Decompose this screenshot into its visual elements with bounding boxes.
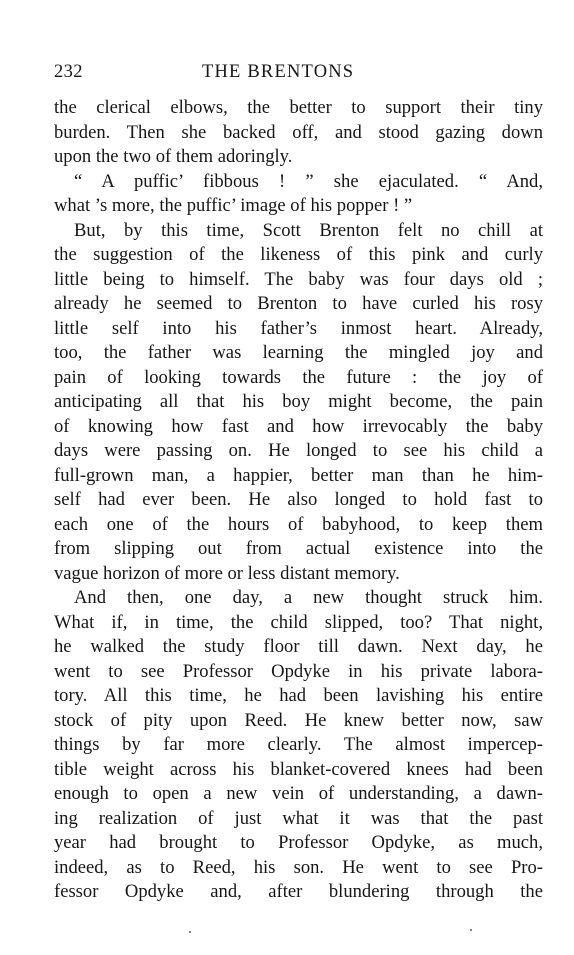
text-line: the suggestion of the likeness of this pink and curly: [54, 244, 543, 265]
text-line: What if, in time, the child slipped, too? That night,: [54, 611, 543, 633]
scan-speck: [470, 929, 472, 931]
page-header: [54, 62, 544, 88]
page-number: 232: [54, 62, 83, 82]
text-line: tory. All this time, he had been lavishing his entire: [54, 685, 543, 706]
text-line: And then, one day, a new thought struck him.: [74, 587, 543, 608]
scan-specks: [0, 929, 574, 935]
text-line: vague horizon of more or less distant memory.: [54, 562, 400, 584]
text-line: “ A puffic’ fibbous ! ” she ejaculated. “ And,: [74, 170, 543, 192]
text-line: fessor Opdyke and, after blundering through the: [54, 881, 543, 902]
scan-speck: [189, 931, 191, 933]
text-line: indeed, as to Reed, his son. He went to see Pro-: [54, 856, 543, 878]
text-line: what ’s more, the puffic’ image of his popper ! ”: [54, 195, 413, 216]
text-line: burden. Then she backed off, and stood gazing down: [54, 121, 543, 143]
text-line: self had ever been. He also longed to hold fast to: [54, 489, 543, 510]
text-line: already he seemed to Brenton to have curled his rosy: [54, 293, 543, 314]
text-line: of knowing how fast and how irrevocably the baby: [54, 415, 543, 437]
text-line: upon the two of them adoringly.: [54, 146, 293, 167]
text-line: little self into his father’s inmost heart. Already,: [54, 317, 543, 339]
text-line: enough to open a new vein of understanding, a dawn-: [54, 783, 543, 804]
text-line: But, by this time, Scott Brenton felt no chill at: [74, 219, 543, 241]
text-line: full-grown man, a happier, better man than he him-: [54, 464, 543, 486]
text-line: from slipping out from actual existence into the: [54, 538, 543, 559]
text-line: went to see Professor Opdyke in his private labora-: [54, 660, 543, 682]
text-line: stock of pity upon Reed. He knew better now, saw: [54, 709, 543, 731]
text-line: anticipating all that his boy might become, the pain: [54, 391, 543, 412]
text-line: days were passing on. He longed to see his child a: [54, 440, 543, 461]
text-line: tible weight across his blanket-covered knees had been: [54, 758, 543, 780]
text-line: each one of the hours of babyhood, to keep them: [54, 513, 543, 535]
running-head: THE BRENTONS: [202, 62, 355, 82]
text-line: too, the father was learning the mingled joy and: [54, 342, 543, 363]
text-line: year had brought to Professor Opdyke, as much,: [54, 832, 543, 853]
body-text: [54, 96, 543, 905]
text-line: he walked the study floor till dawn. Next day, he: [54, 636, 543, 657]
text-line: ing realization of just what it was that the past: [54, 807, 543, 829]
text-line: things by far more clearly. The almost impercep-: [54, 734, 543, 755]
text-line: pain of looking towards the future : the joy of: [54, 366, 543, 388]
text-line: the clerical elbows, the better to support their tiny: [54, 97, 543, 118]
text-line: little being to himself. The baby was four days old ;: [54, 268, 543, 290]
